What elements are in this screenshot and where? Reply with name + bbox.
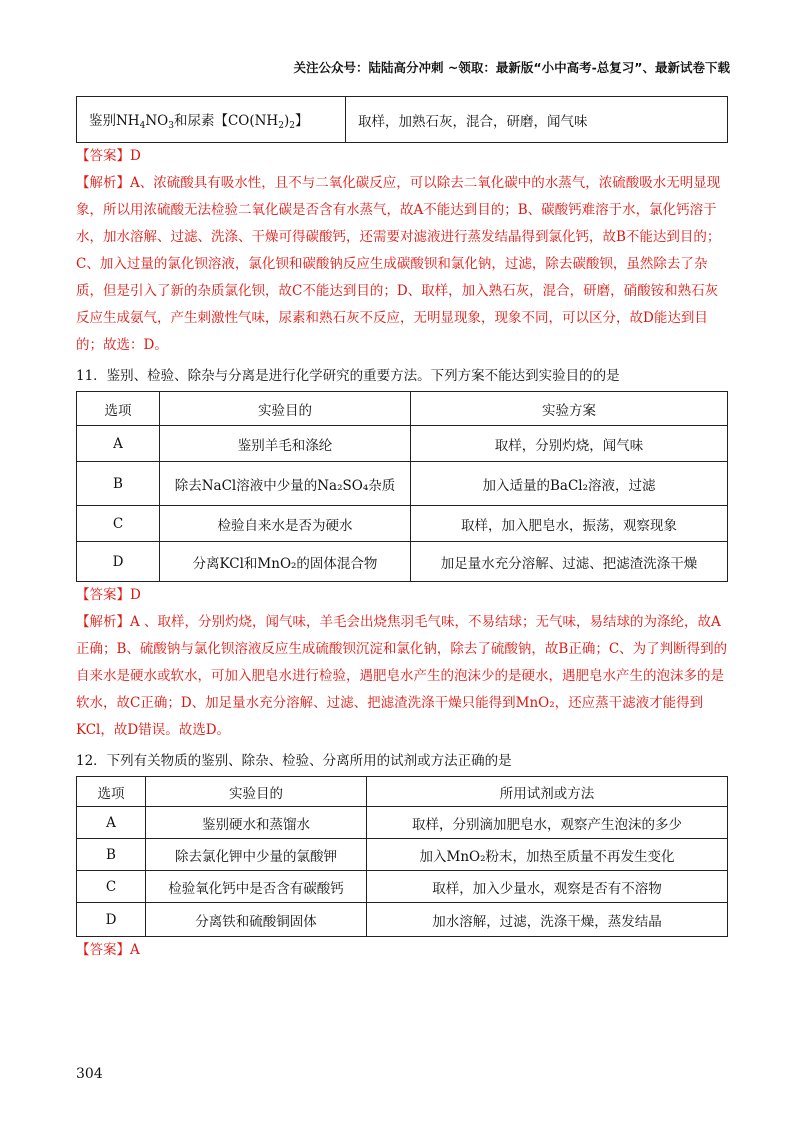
th-purpose: 实验目的 xyxy=(146,777,367,807)
table-row xyxy=(77,426,728,462)
cell-method: 取样，加熟石灰，混合，研磨，闻气味 xyxy=(346,97,728,143)
analysis-10: 【解析】A、浓硫酸具有吸水性，且不与二氧化碳反应，可以除去二氧化碳中的水蒸气，浓硫酸吸水无明显现象，所以用浓硫酸无法检验二氧化碳是否含有水蒸气，故A不能达到目的；B、碳酸钙难溶于水，氯化钙溶于水，加水溶解、过滤、洗涤、干燥可得碳酸钙，还需要对滤液进行蒸发结晶得到氯化钙，故B不能达到目的；C、加入过量的氯化钡溶液，氯化钡和碳酸钠反应生成碳酸钡和氯化钠，过滤，除去碳酸钡，虽然除去了杂质，但是引入了新的杂质氯化钡，故C不能达到目的；D、取样，加入熟石灰，混合，研磨，硝酸铵和熟石灰反应生成氨气，产生刺激性气味，尿素和熟石灰不反应，无明显现象，现象不同，可以区分，故D能达到目的；故选：D。 xyxy=(76,175,721,353)
question-12: 12．下列有关物质的鉴别、除杂、检验、分离所用的试剂或方法正确的是 xyxy=(76,753,512,769)
question-11: 11．鉴别、检验、除杂与分离是进行化学研究的重要方法。下列方案不能达到实验目的的是 xyxy=(76,368,620,384)
th-option: 选项 xyxy=(77,777,146,807)
cell: 检验氧化钙中是否含有碳酸钙 xyxy=(146,871,367,903)
cell: C xyxy=(77,506,160,542)
cell: C xyxy=(77,871,146,903)
cell: 鉴别硬水和蒸馏水 xyxy=(146,807,367,839)
cell: 加足量水充分溶解、过滤、把滤渣洗涤干燥 xyxy=(411,542,728,582)
table-q10-last-row xyxy=(76,96,728,143)
cell: A xyxy=(77,426,160,462)
answer-10: 【答案】D xyxy=(76,148,141,164)
subscript: 2 xyxy=(278,120,284,131)
table-row xyxy=(77,871,728,903)
subscript: 2 xyxy=(289,120,295,131)
cell: 取样，加入肥皂水，振荡，观察现象 xyxy=(411,506,728,542)
cell: 检验自来水是否为硬水 xyxy=(160,506,411,542)
th-method: 实验方案 xyxy=(411,392,728,426)
cell: 除去NaCl溶液中少量的Na₂SO₄杂质 xyxy=(160,462,411,506)
text-part: NO xyxy=(145,112,169,129)
table-row xyxy=(77,506,728,542)
answer-11: 【答案】D xyxy=(76,587,141,603)
table-row xyxy=(77,807,728,839)
cell: 除去氯化钾中少量的氯酸钾 xyxy=(146,839,367,871)
cell: A xyxy=(77,807,146,839)
text-part: ) xyxy=(283,112,290,129)
table-row xyxy=(77,542,728,582)
cell: 取样，分别灼烧，闻气味 xyxy=(411,426,728,462)
table-row xyxy=(77,462,728,506)
cell: B xyxy=(77,839,146,871)
table-q11 xyxy=(76,391,728,582)
text-part: 】 xyxy=(294,112,309,129)
cell: 分离铁和硫酸铜固体 xyxy=(146,903,367,937)
cell: 取样，分别滴加肥皂水，观察产生泡沫的多少 xyxy=(367,807,728,839)
th-purpose: 实验目的 xyxy=(160,392,411,426)
subscript: 3 xyxy=(168,120,174,131)
page-header: 关注公众号：陆陆高分冲刺 ~领取：最新版“小中高考-总复习”、最新试卷下载 xyxy=(293,60,730,75)
cell: 鉴别羊毛和涤纶 xyxy=(160,426,411,462)
subscript: 4 xyxy=(139,120,146,131)
table-row xyxy=(77,839,728,871)
cell: D xyxy=(77,542,160,582)
cell-purpose xyxy=(77,97,346,143)
page-number: 304 xyxy=(76,1066,103,1082)
cell: 加入适量的BaCl₂溶液，过滤 xyxy=(411,462,728,506)
cell: 取样，加入少量水，观察是否有不溶物 xyxy=(367,871,728,903)
table-q12 xyxy=(76,776,728,937)
cell: 分离KCl和MnO₂的固体混合物 xyxy=(160,542,411,582)
text-part: 鉴别NH xyxy=(89,112,140,129)
page-content xyxy=(76,96,728,964)
answer-12: 【答案】A xyxy=(76,942,140,958)
cell: B xyxy=(77,462,160,506)
cell: 加水溶解，过滤，洗涤干燥，蒸发结晶 xyxy=(367,903,728,937)
th-method: 所用试剂或方法 xyxy=(367,777,728,807)
th-option: 选项 xyxy=(77,392,160,426)
cell: 加入MnO₂粉末，加热至质量不再发生变化 xyxy=(367,839,728,871)
cell: D xyxy=(77,903,146,937)
table-row xyxy=(77,903,728,937)
analysis-11: 【解析】A 、取样，分别灼烧，闻气味，羊毛会出烧焦羽毛气味，不易结球；无气味，易结球的为涤纶，故A正确；B、硫酸钠与氯化钡溶液反应生成硫酸钡沉淀和氯化钠，除去了硫酸钠，故B正确；C、为了判断得到的自来水是硬水或软水，可加入肥皂水进行检验，遇肥皂水产生的泡沫少的是硬水，遇肥皂水产生的泡沫多的是软水，故C正确；D、加足量水充分溶解、过滤、把滤渣洗涤干燥只能得到MnO₂，还应蒸干滤液才能得到KCl，故D错误。故选D。 xyxy=(76,614,728,738)
text-part: 和尿素【CO(NH xyxy=(173,112,279,129)
